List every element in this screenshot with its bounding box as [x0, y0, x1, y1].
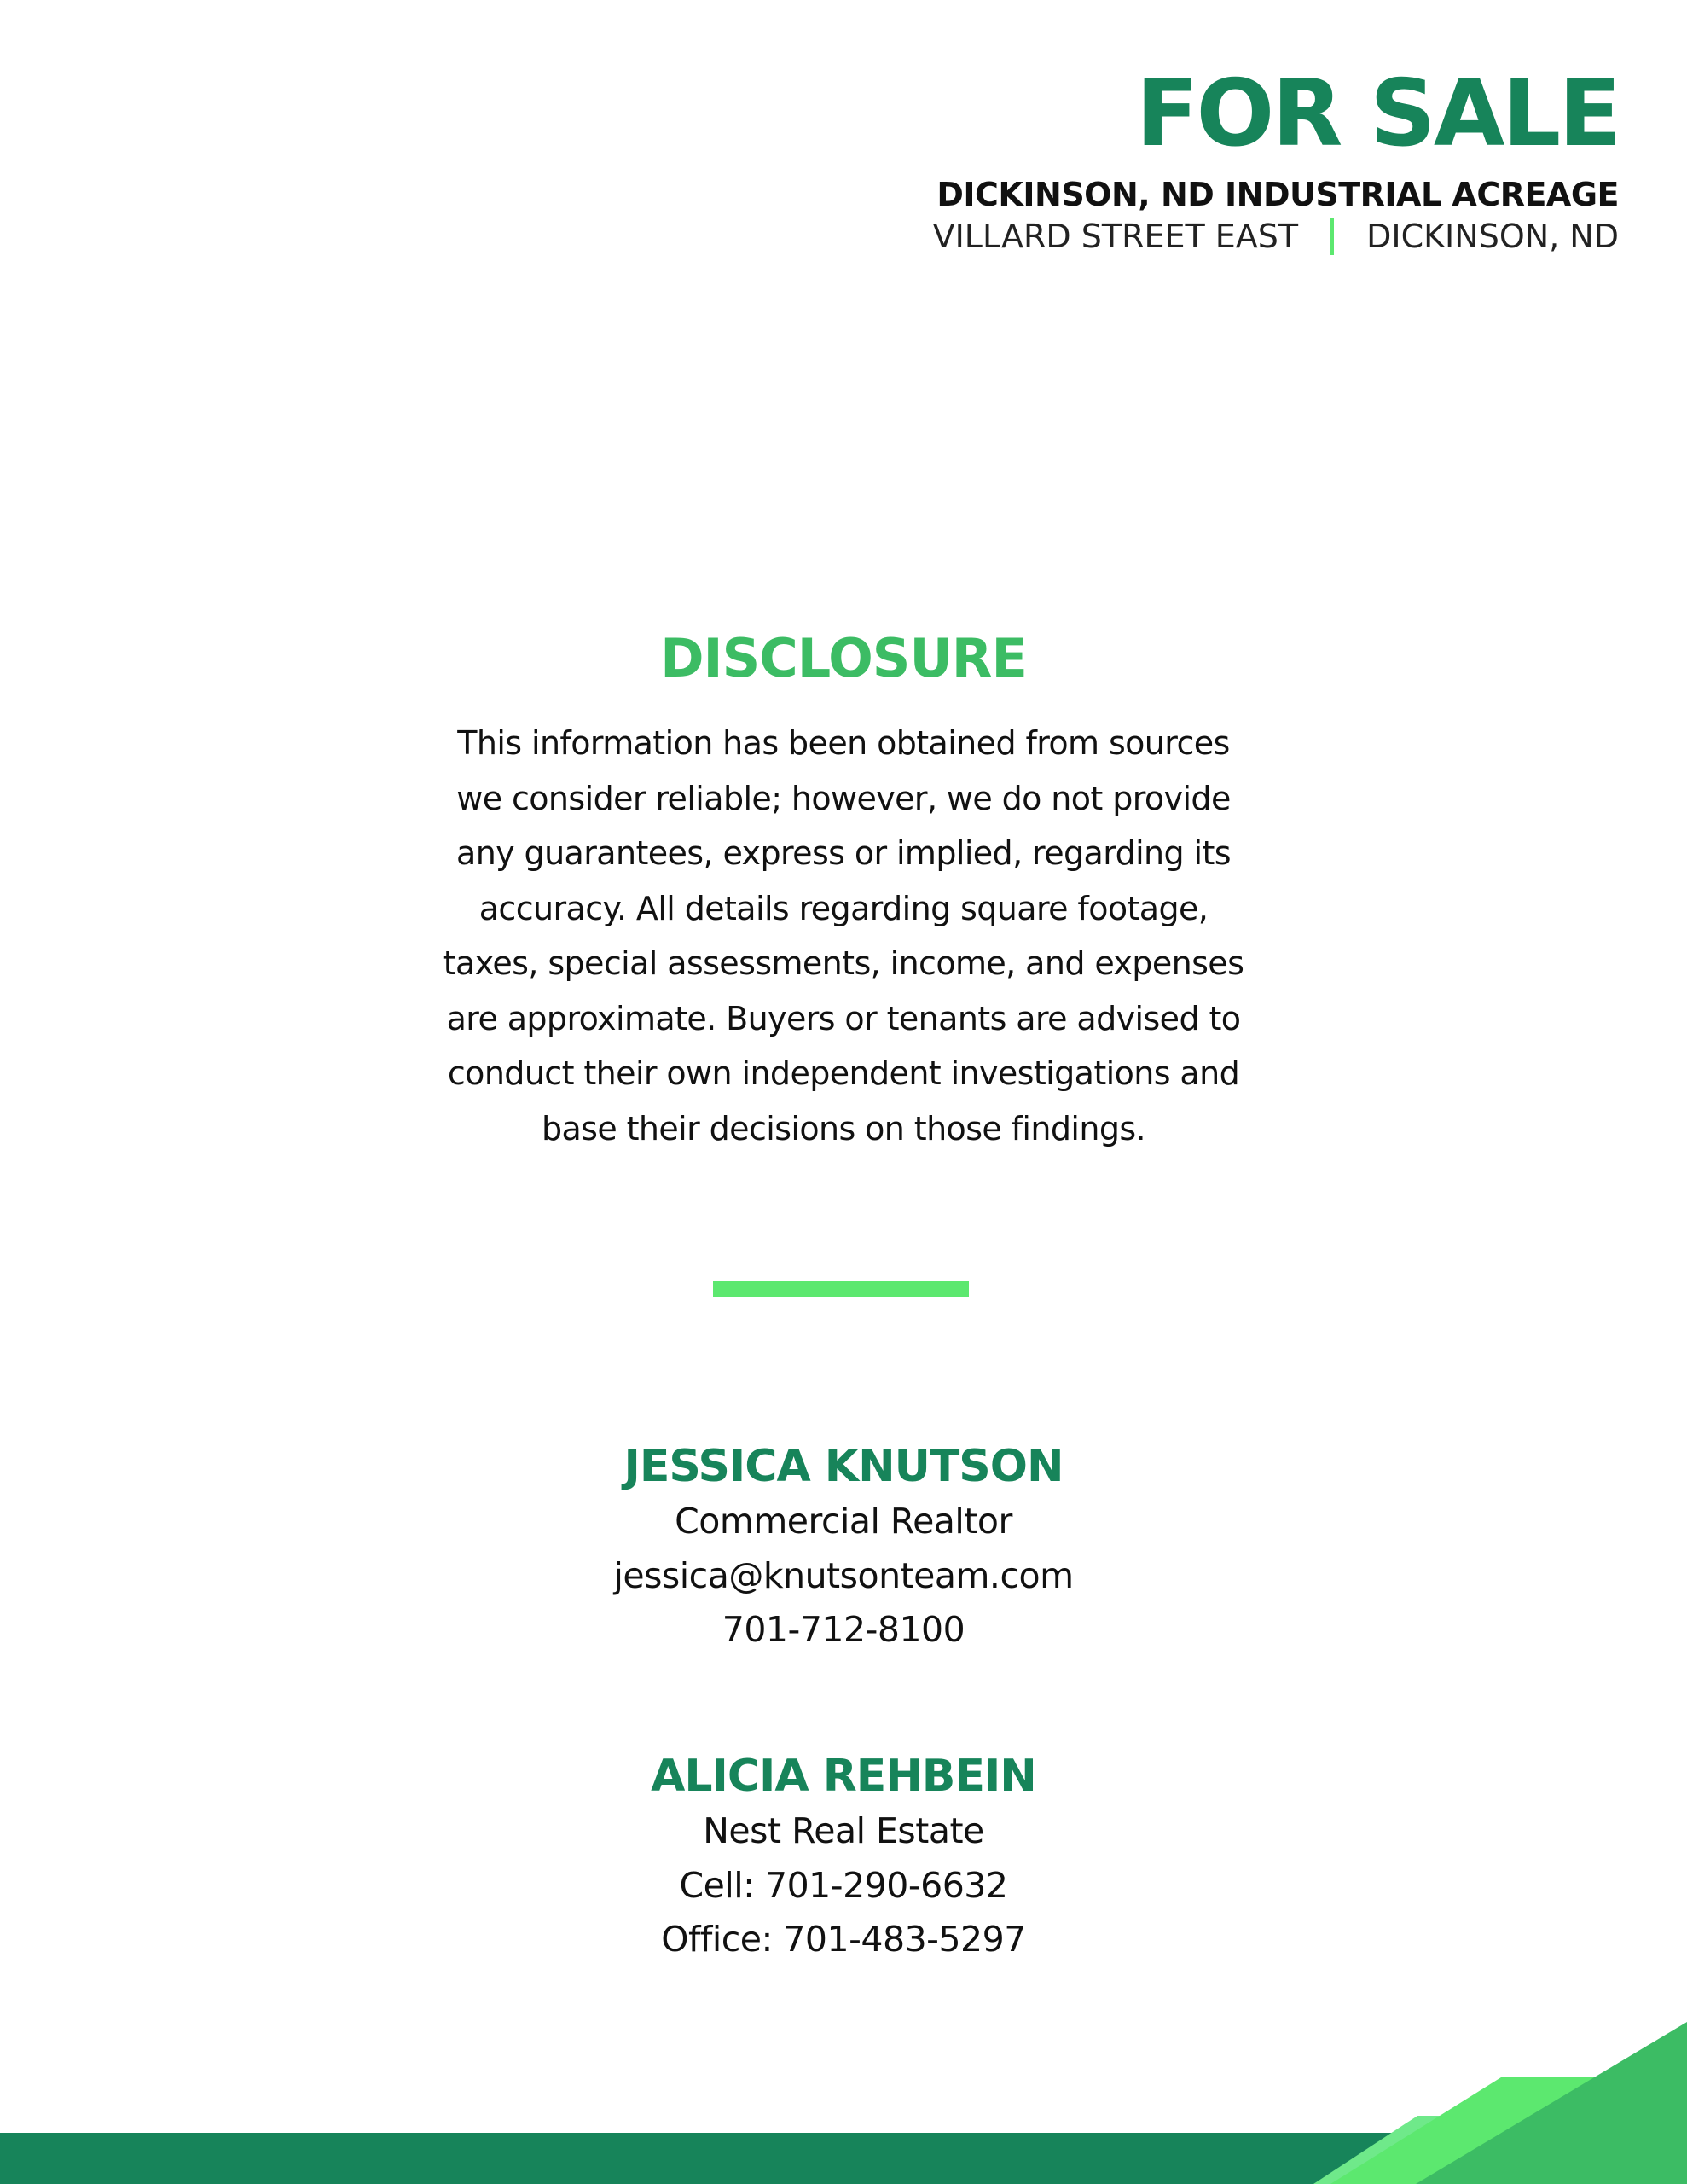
disclosure-line: This information has been obtained from sources [457, 724, 1230, 763]
disclosure-line: are approximate. Buyers or tenants are advised to [446, 999, 1241, 1037]
contact-card-jessica [0, 1439, 1687, 1658]
listing-title: DICKINSON, ND INDUSTRIAL ACREAGE [936, 176, 1619, 213]
disclosure-heading: DISCLOSURE [660, 627, 1027, 689]
disclosure-line: we consider reliable; however, we do not provide [456, 779, 1231, 817]
address-divider [1330, 218, 1334, 255]
disclosure-line: any guarantees, express or implied, regarding its [456, 834, 1231, 873]
contact-name: ALICIA REHBEIN [651, 1751, 1036, 1802]
disclosure-section [0, 627, 1687, 1156]
contact-phone[interactable]: 701-712-8100 [722, 1609, 965, 1650]
contact-cell-phone[interactable]: Cell: 701-290-6632 [679, 1864, 1008, 1906]
disclosure-line: base their decisions on those findings. [541, 1109, 1146, 1147]
disclosure-line: conduct their own independent investigations and [447, 1054, 1240, 1093]
contact-email[interactable]: jessica@knutsonteam.com [613, 1554, 1074, 1596]
footer-decoration [0, 2022, 1687, 2184]
address-line [595, 217, 1619, 258]
city-state: DICKINSON, ND [1366, 217, 1619, 255]
contact-company: Nest Real Estate [703, 1810, 984, 1851]
disclosure-line: accuracy. All details regarding square footage, [478, 889, 1209, 927]
disclosure-text [417, 716, 1270, 1156]
accent-divider [713, 1281, 969, 1297]
disclosure-line: taxes, special assessments, income, and expenses [443, 944, 1244, 983]
contact-title: Commercial Realtor [675, 1501, 1012, 1542]
listing-header [595, 61, 1619, 257]
contact-office-phone[interactable]: Office: 701-483-5297 [661, 1919, 1026, 1960]
street-address: VILLARD STREET EAST [932, 217, 1299, 255]
contact-name: JESSICA KNUTSON [623, 1441, 1064, 1492]
contact-card-alicia [0, 1749, 1687, 1967]
status-heading: FOR SALE [1135, 61, 1619, 167]
